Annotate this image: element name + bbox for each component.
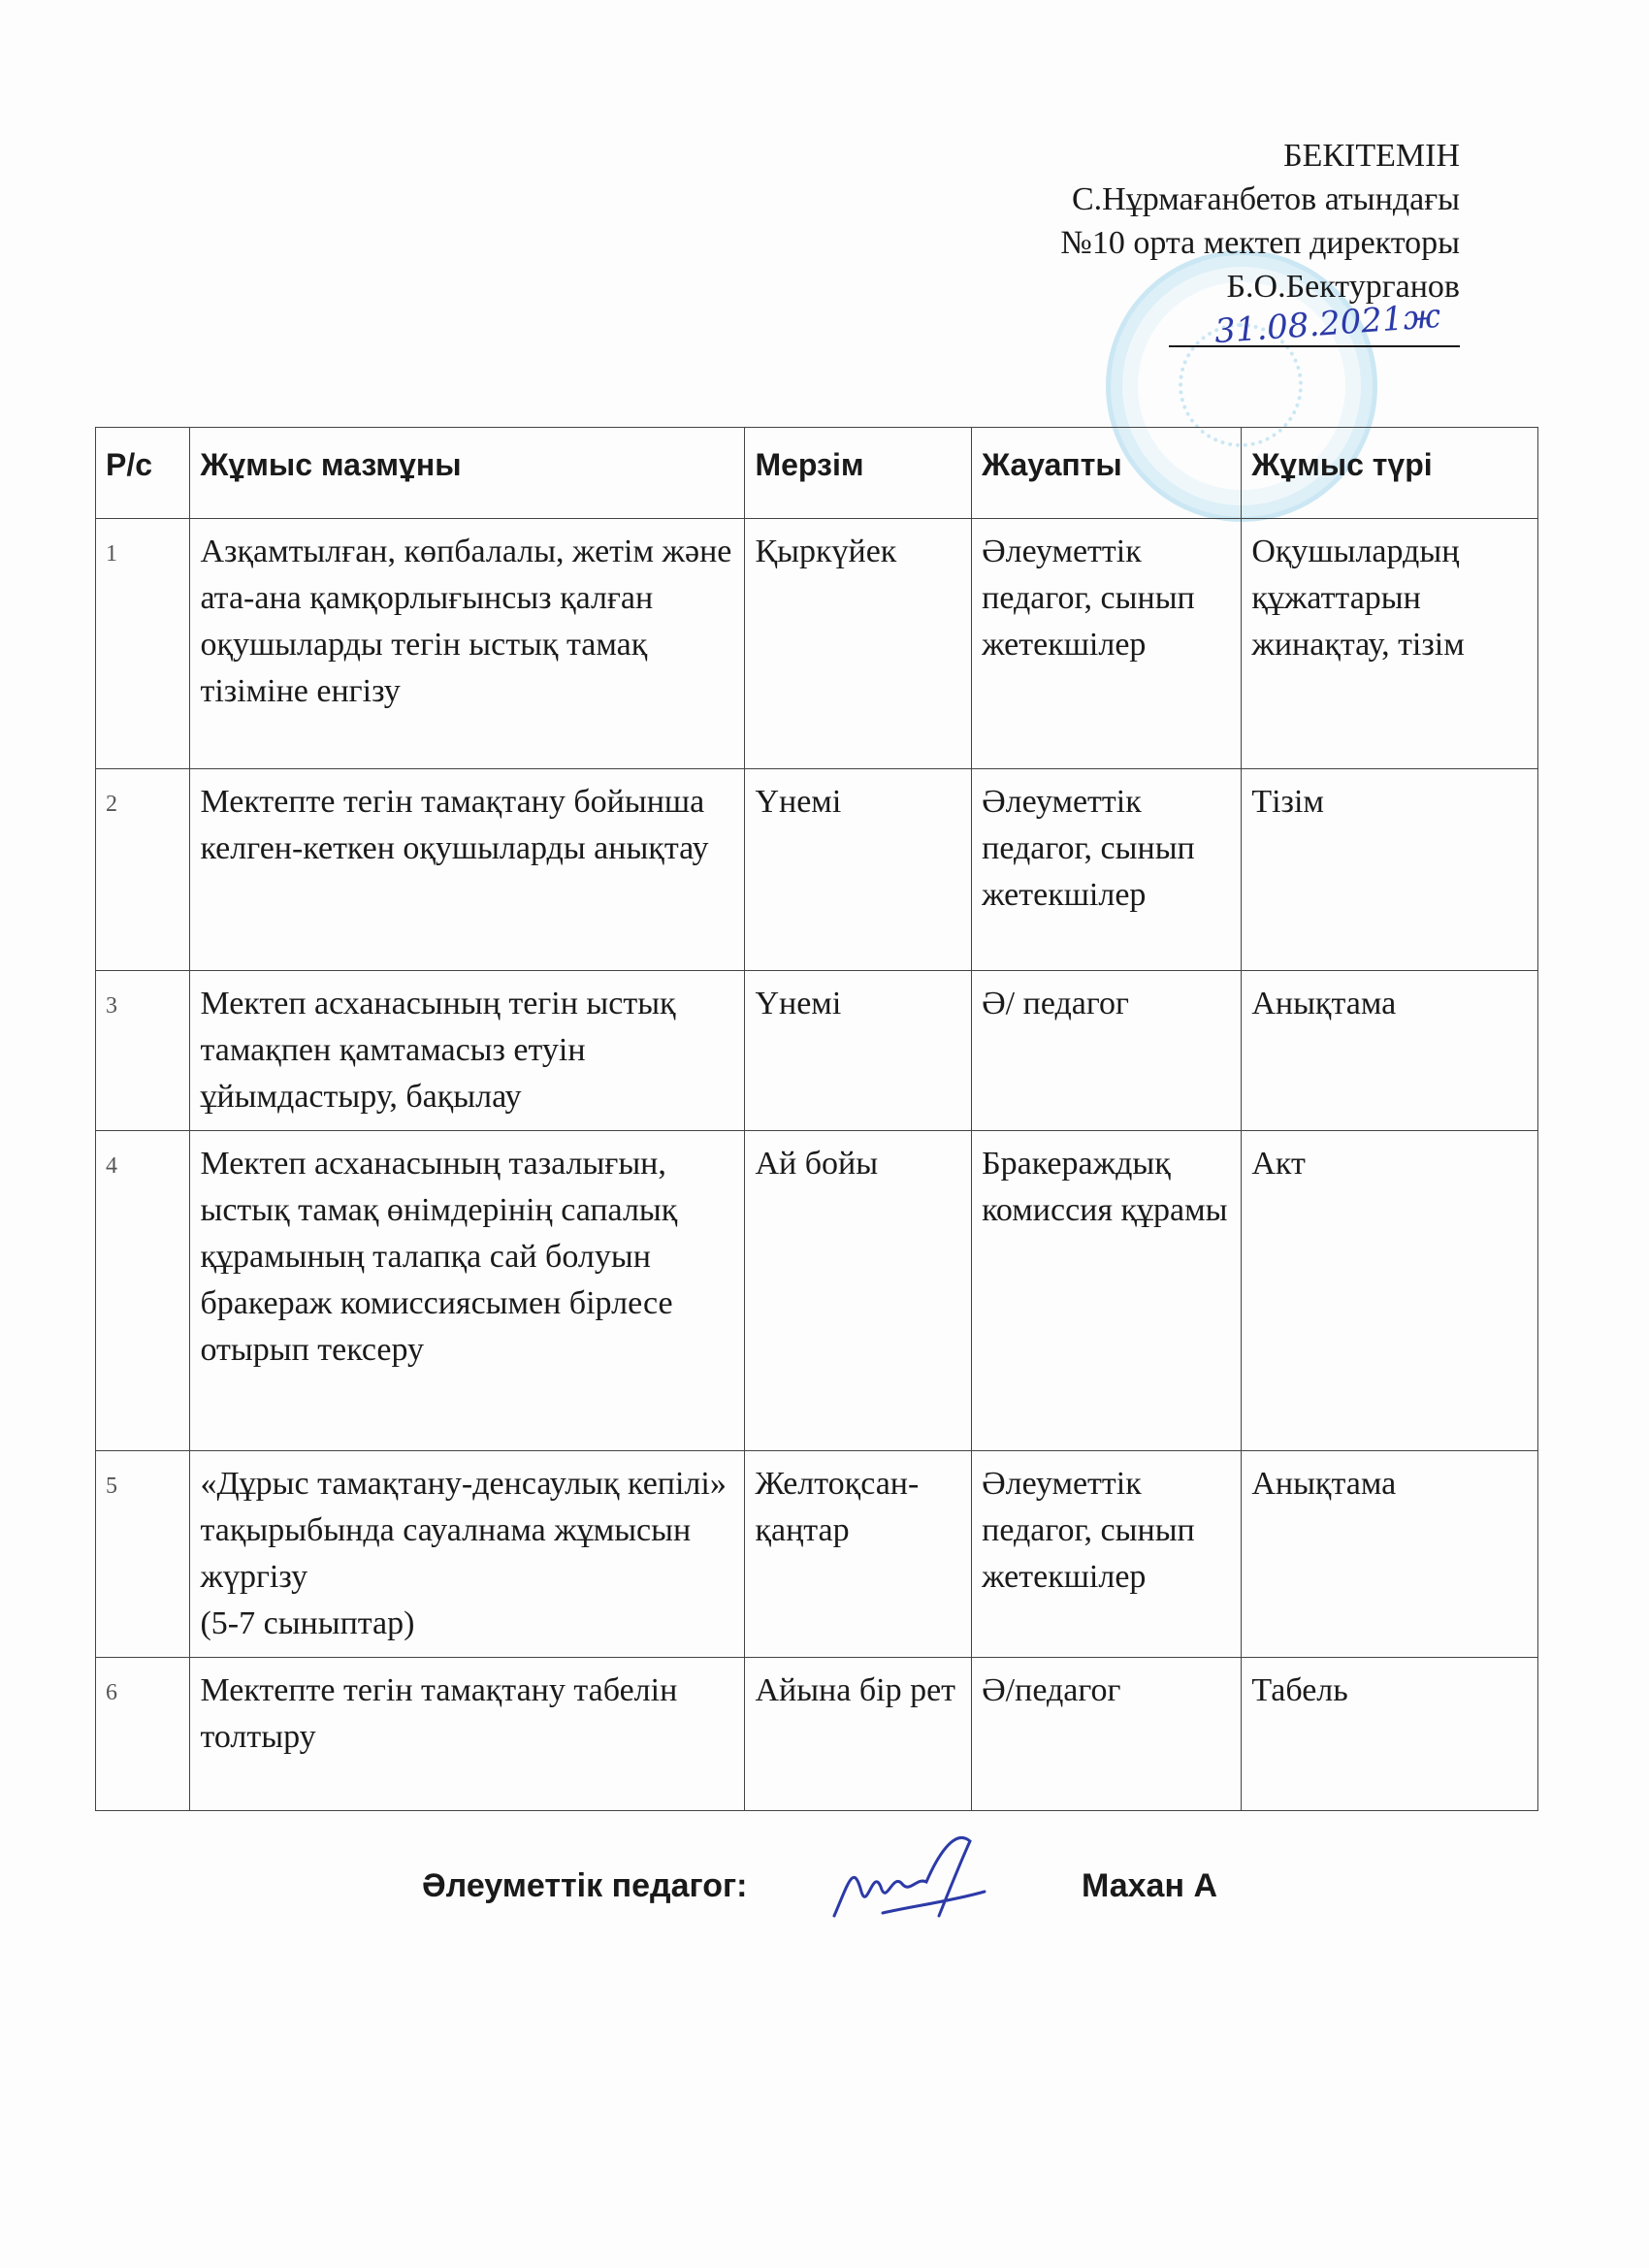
row-number: 1 bbox=[96, 519, 190, 769]
row-responsible: Әлеуметтік педагог, сынып жетекшілер bbox=[972, 519, 1242, 769]
header-number: Р/с bbox=[96, 428, 190, 519]
table-header-row bbox=[96, 428, 1538, 519]
table-row bbox=[96, 1658, 1538, 1811]
approval-block bbox=[1060, 134, 1460, 359]
row-content: Мектеп асханасының тазалығын, ыстық тамақ өнімдерінің сапалық құрамының талапқа сай болуын бракераж комиссиясымен бірлесе отырып тексеру bbox=[190, 1131, 745, 1451]
row-term: Айына бір рет bbox=[745, 1658, 972, 1811]
row-content: Азқамтылған, көпбалалы, жетім және ата-ана қамқорлығынсыз қалған оқушыларды тегін ыстық тамақ тізіміне енгізу bbox=[190, 519, 745, 769]
row-work-type: Табель bbox=[1242, 1658, 1538, 1811]
header-responsible: Жауапты bbox=[972, 428, 1242, 519]
approval-date: 31.08.2021ж bbox=[1212, 296, 1442, 352]
approval-position-line: №10 орта мектеп директоры bbox=[1060, 225, 1460, 261]
row-work-type: Анықтама bbox=[1242, 1451, 1538, 1658]
row-responsible: Ә/педагог bbox=[972, 1658, 1242, 1811]
row-number: 4 bbox=[96, 1131, 190, 1451]
approval-date-line bbox=[1169, 296, 1460, 352]
approval-school-line: С.Нұрмағанбетов атындағы bbox=[1071, 181, 1460, 217]
row-number: 5 bbox=[96, 1451, 190, 1658]
row-content: Мектепте тегін тамақтану бойынша келген-кеткен оқушыларды анықтау bbox=[190, 769, 745, 971]
row-content bbox=[190, 1451, 745, 1658]
row-content: Мектепте тегін тамақтану табелін толтыру bbox=[190, 1658, 745, 1811]
table-row bbox=[96, 1131, 1538, 1451]
table-row bbox=[96, 1451, 1538, 1658]
row-content: Мектеп асханасының тегін ыстық тамақпен қамтамасыз етуін ұйымдастыру, бақылау bbox=[190, 971, 745, 1131]
row-content-note: (5-7 сыныптар) bbox=[200, 1605, 415, 1641]
row-number: 3 bbox=[96, 971, 190, 1131]
row-term: Желтоқсан-қаңтар bbox=[745, 1451, 972, 1658]
row-responsible: Ә/ педагог bbox=[972, 971, 1242, 1131]
table-row bbox=[96, 519, 1538, 769]
table-row bbox=[96, 971, 1538, 1131]
row-term: Қыркүйек bbox=[745, 519, 972, 769]
approval-title: БЕКІТЕМІН bbox=[1283, 138, 1460, 174]
handwritten-signature bbox=[824, 1824, 989, 1940]
director-name: Б.О.Бектурганов bbox=[1226, 269, 1460, 305]
row-term: Үнемі bbox=[745, 769, 972, 971]
row-number: 2 bbox=[96, 769, 190, 971]
work-plan-table bbox=[95, 427, 1538, 1811]
row-work-type: Оқушылардың құжаттарын жинақтау, тізім bbox=[1242, 519, 1538, 769]
row-work-type: Акт bbox=[1242, 1131, 1538, 1451]
signature-footer bbox=[422, 1858, 1276, 1964]
table-row bbox=[96, 769, 1538, 971]
row-responsible: Әлеуметтік педагог, сынып жетекшілер bbox=[972, 1451, 1242, 1658]
row-responsible: Бракераждық комиссия құрамы bbox=[972, 1131, 1242, 1451]
row-term: Үнемі bbox=[745, 971, 972, 1131]
header-term: Мерзім bbox=[745, 428, 972, 519]
row-number: 6 bbox=[96, 1658, 190, 1811]
row-work-type: Анықтама bbox=[1242, 971, 1538, 1131]
row-term: Ай бойы bbox=[745, 1131, 972, 1451]
signer-name: Махан А bbox=[1082, 1867, 1218, 1904]
signer-role: Әлеуметтік педагог: bbox=[422, 1867, 748, 1904]
header-content: Жұмыс мазмұны bbox=[190, 428, 745, 519]
row-work-type: Тізім bbox=[1242, 769, 1538, 971]
row-responsible: Әлеуметтік педагог, сынып жетекшілер bbox=[972, 769, 1242, 971]
header-work-type: Жұмыс түрі bbox=[1242, 428, 1538, 519]
row-content-text: «Дұрыс тамақтану-денсаулық кепілі» тақырыбында сауалнама жұмысын жүргізу bbox=[200, 1466, 727, 1595]
